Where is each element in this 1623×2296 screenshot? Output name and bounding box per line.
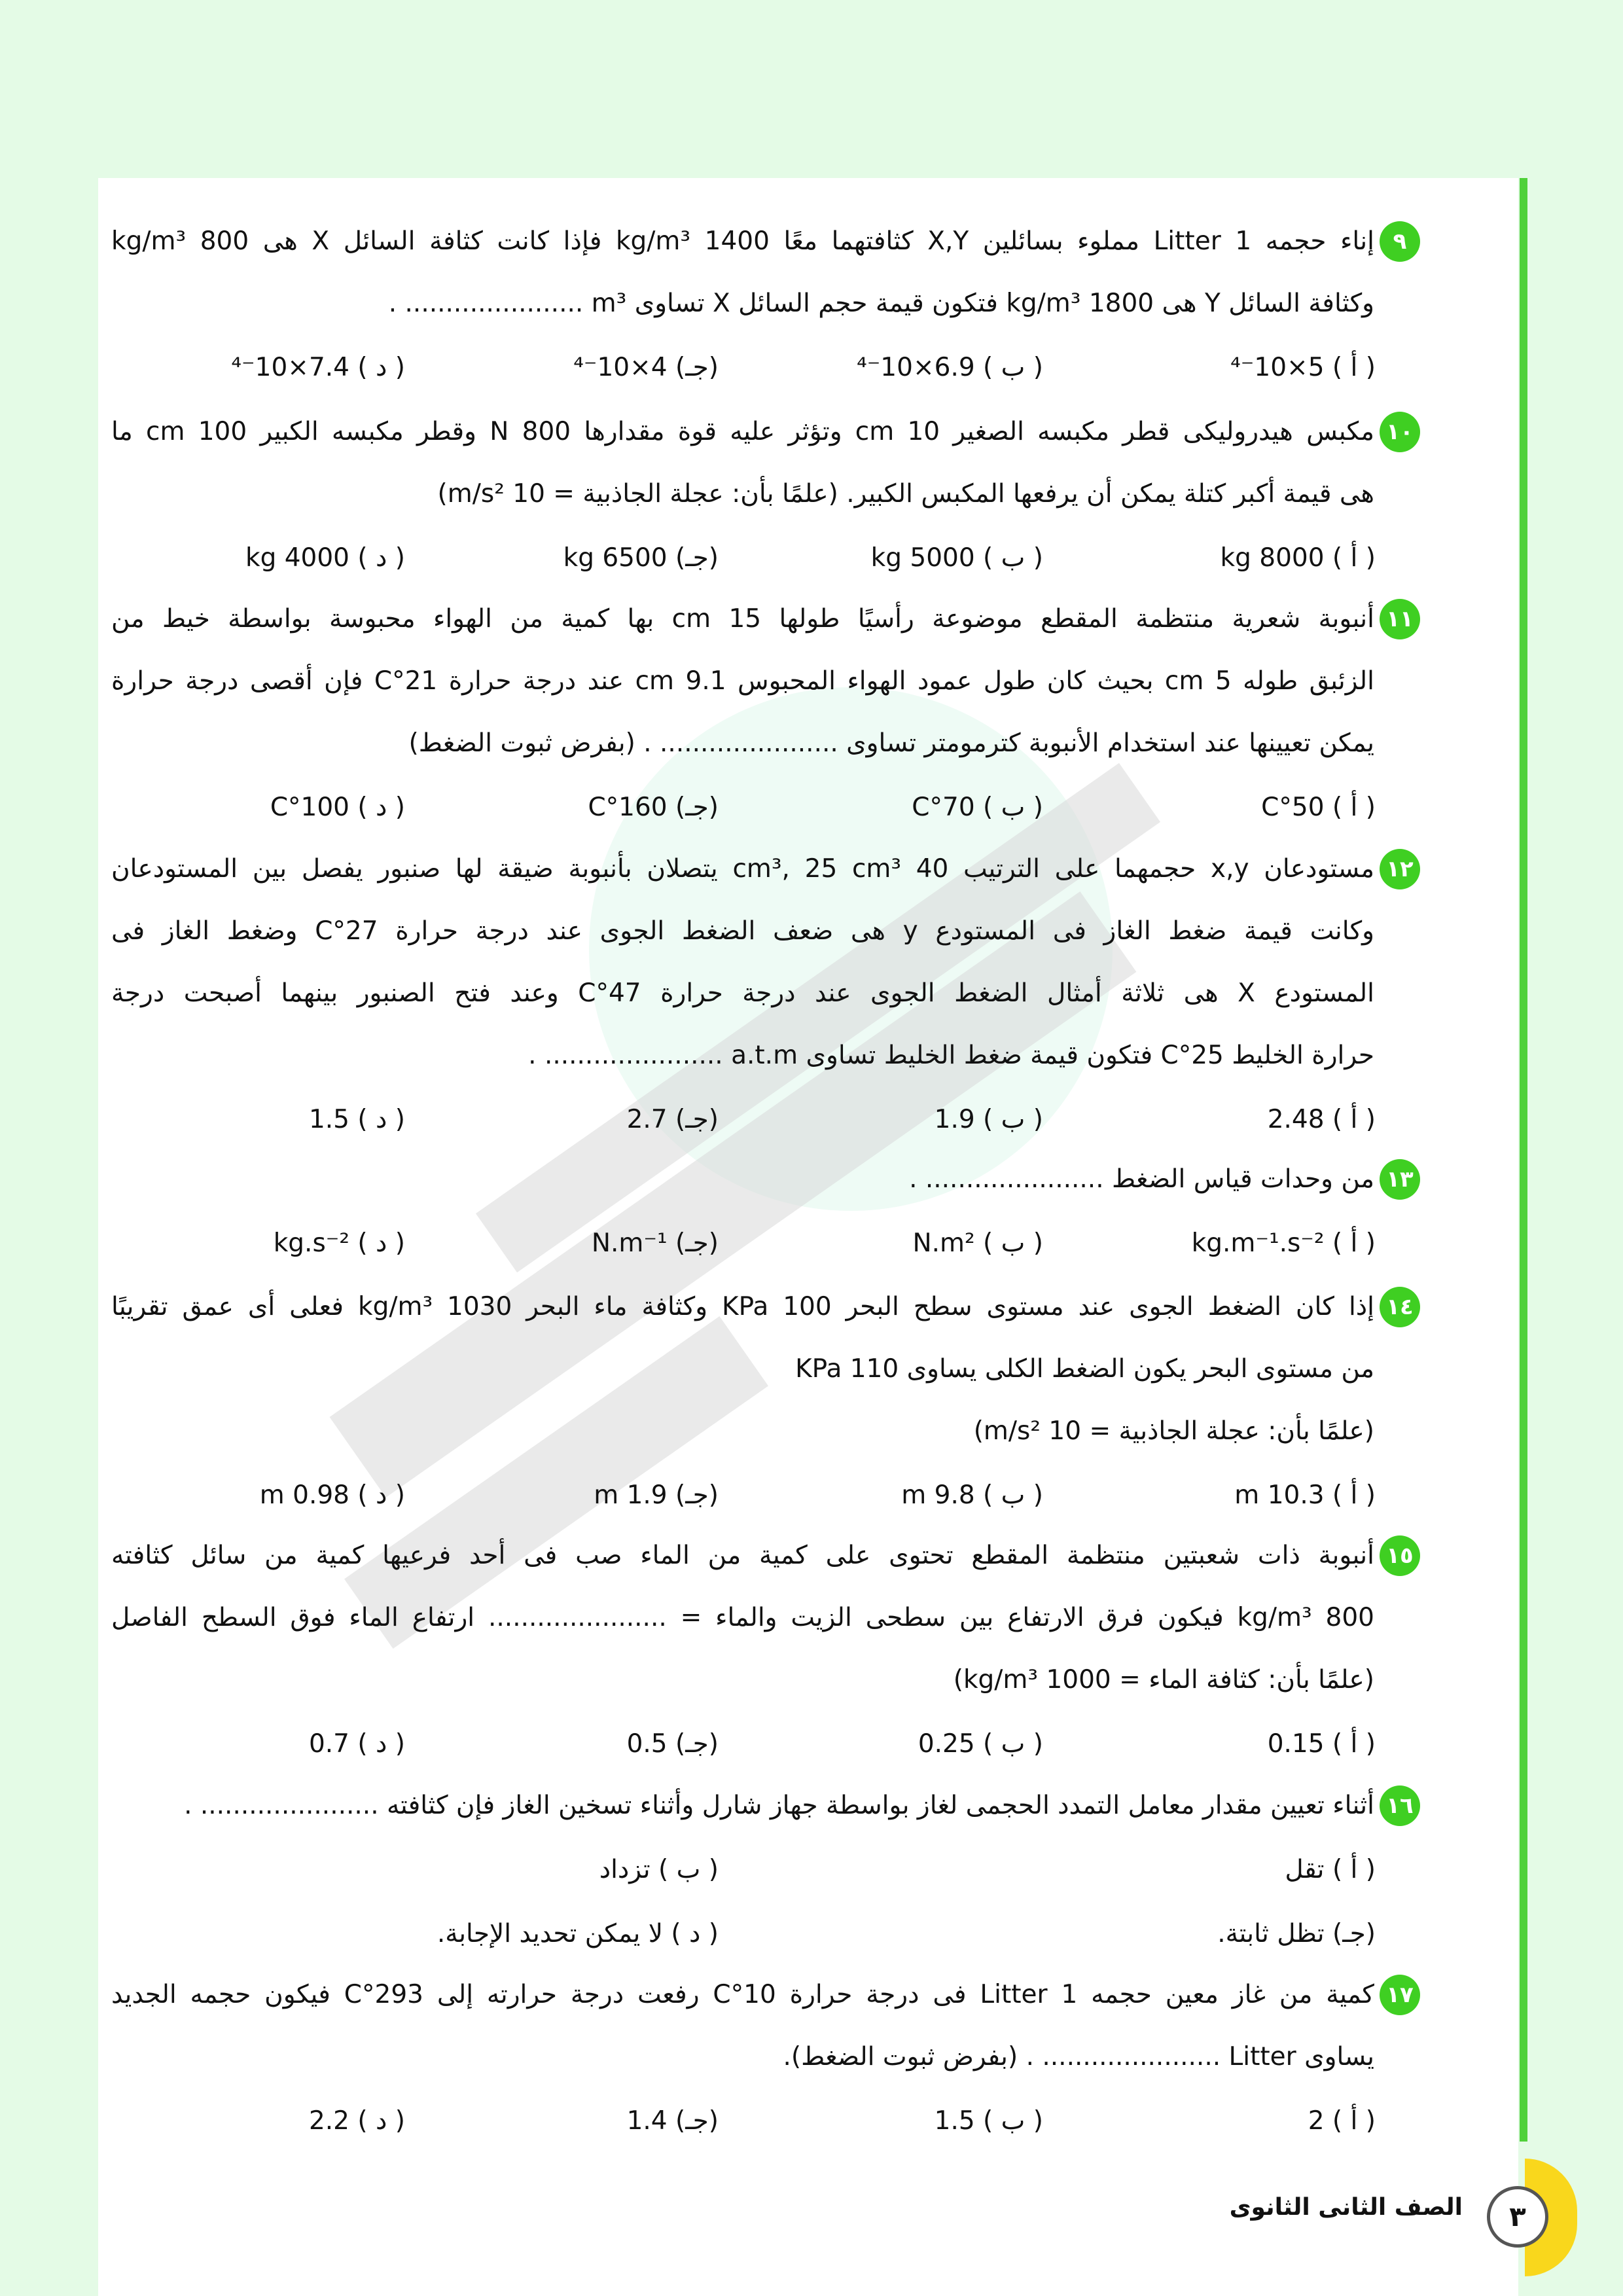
question-number-badge: ١٥	[1380, 1535, 1420, 1576]
answer-option: ( ب ) 9.8 m	[901, 1480, 1043, 1510]
answer-option: ( د ) 2.2	[308, 2106, 405, 2136]
answer-option: ( أ ) kg.m⁻¹.s⁻²	[1191, 1229, 1376, 1258]
question-text-line: المستودع X هى ثلاثة أمثال الضغط الجوى عند درجة حرارة 47°C وعند فتح الصنبور بينهما أصبحت درجة	[111, 978, 1374, 1008]
question-text-line: إناء حجمه 1 Litter مملوء بسائلين X,Y كثافتهما معًا 1400 kg/m³ فإذا كانت كثافة السائل X هى 800 kg/m³	[111, 226, 1374, 256]
question-text-line: يمكن تعيينها عند استخدام الأنبوبة كترمومتر تساوى ...................... . (بفرض ثبوت الضغط)	[408, 728, 1374, 758]
page-number: ٣	[1487, 2186, 1548, 2248]
question-number-badge: ١٣	[1380, 1159, 1420, 1200]
question-text-line: من وحدات قياس الضغط ...................... .	[909, 1164, 1374, 1194]
question-number-badge: ١١	[1380, 599, 1420, 639]
answer-option: (جـ) 4×10⁻⁴	[573, 353, 719, 382]
question-text-line: أنبوبة ذات شعبتين منتظمة المقطع تحتوى على كمية من الماء صب فى أحد فرعيها كمية من سائل كثافته	[111, 1541, 1374, 1570]
answer-option: ( د ) 1.5	[308, 1105, 405, 1134]
answer-option: ( أ ) 10.3 m	[1234, 1480, 1376, 1510]
side-accent-bar	[1520, 178, 1527, 2142]
answer-option: (جـ) 160°C	[588, 793, 719, 822]
answer-option: ( د ) 0.7	[308, 1729, 405, 1759]
question-text-line: أثناء تعيين مقدار معامل التمدد الحجمى لغاز بواسطة جهاز شارل وأثناء تسخين الغاز فإن كثافته ...................... .	[184, 1791, 1374, 1820]
question-text-line: وكثافة السائل Y هى 1800 kg/m³ فتكون قيمة حجم السائل X تساوى m³ ...................... .	[388, 289, 1374, 318]
question-text-line: 800 kg/m³ فيكون فرق الارتفاع بين سطحى الزيت والماء = ...................... ارتفاع الماء فوق السطح الفاصل	[111, 1603, 1374, 1632]
answer-option: ( د ) 4000 kg	[245, 543, 405, 573]
answer-option: ( ب ) تزداد	[599, 1855, 719, 1884]
answer-option: ( ب ) 5000 kg	[870, 543, 1043, 573]
question-text-line: وكانت قيمة ضغط الغاز فى المستودع y هى ضعف الضغط الجوى عند درجة حرارة 27°C وضغط الغاز فى	[111, 916, 1374, 946]
question-number-badge: ١٦	[1380, 1785, 1420, 1826]
question-text-line: الزئبق طوله 5 cm بحيث كان طول عمود الهواء المحبوس 9.1 cm عند درجة حرارة 21°C فإن أقصى درجة حرارة	[111, 666, 1374, 696]
question-text-line: إذا كان الضغط الجوى عند مستوى سطح البحر 100 KPa وكثافة ماء البحر 1030 kg/m³ فعلى أى عمق تقريبًا	[111, 1292, 1374, 1321]
question-text-line: مستودعان x,y حجمهما على الترتيب 40 cm³, 25 cm³ يتصلان بأنبوبة ضيقة لها صنبور يفصل بين المستودعان	[111, 854, 1374, 884]
answer-option: ( ب ) 1.9	[934, 1105, 1043, 1134]
answer-option: ( ب ) 70°C	[912, 793, 1043, 822]
answer-option: ( د ) 7.4×10⁻⁴	[231, 353, 405, 382]
question-number-badge: ١٠	[1380, 412, 1420, 452]
grade-label: الصف الثانى الثانوى	[1229, 2194, 1463, 2221]
answer-option: ( د ) 100°C	[270, 793, 405, 822]
answer-option: (جـ) N.m⁻¹	[591, 1229, 719, 1258]
answer-option: ( ب ) 0.25	[918, 1729, 1043, 1759]
answer-option: ( د ) لا يمكن تحديد الإجابة.	[437, 1919, 719, 1948]
question-text-line: من مستوى البحر يكون الضغط الكلى يساوى 110 KPa	[795, 1354, 1374, 1384]
answer-option: (جـ) تظل ثابتة.	[1217, 1919, 1376, 1948]
answer-option: (جـ) 6500 kg	[563, 543, 719, 573]
answer-option: (جـ) 0.5	[626, 1729, 719, 1759]
answer-option: (جـ) 1.9 m	[594, 1480, 719, 1510]
question-number-badge: ٩	[1380, 221, 1420, 262]
answer-option: ( ب ) 1.5	[934, 2106, 1043, 2136]
question-text-line: حرارة الخليط 25°C فتكون قيمة ضغط الخليط تساوى a.t.m ...................... .	[528, 1041, 1374, 1070]
answer-option: ( ب ) N.m²	[912, 1229, 1043, 1258]
question-text-line: (علمًا بأن: عجلة الجاذبية = 10 m/s²)	[973, 1416, 1374, 1446]
answer-option: ( أ ) 5×10⁻⁴	[1230, 353, 1376, 382]
question-number-badge: ١٤	[1380, 1287, 1420, 1327]
answer-option: ( ب ) 6.9×10⁻⁴	[857, 353, 1043, 382]
answer-option: ( أ ) 0.15	[1267, 1729, 1376, 1759]
question-number-badge: ١٢	[1380, 849, 1420, 889]
answer-option: ( د ) 0.98 m	[259, 1480, 405, 1510]
answer-option: (جـ) 2.7	[626, 1105, 719, 1134]
answer-option: (جـ) 1.4	[626, 2106, 719, 2136]
answer-option: ( د ) kg.s⁻²	[273, 1229, 405, 1258]
answer-option: ( أ ) 50°C	[1261, 793, 1376, 822]
question-number-badge: ١٧	[1380, 1975, 1420, 2015]
question-text-line: أنبوبة شعرية منتظمة المقطع موضوعة رأسيًا طولها 15 cm بها كمية من الهواء محبوسة بواسطة خيط من	[111, 604, 1374, 634]
question-text-line: هى قيمة أكبر كتلة يمكن أن يرفعها المكبس الكبير. (علمًا بأن: عجلة الجاذبية = 10 m/s²)	[437, 479, 1374, 509]
answer-option: ( أ ) 2	[1308, 2106, 1376, 2136]
question-text-line: مكبس هيدروليكى قطر مكبسه الصغير 10 cm وتؤثر عليه قوة مقدارها 800 N وقطر مكبسه الكبير 100 cm ما	[111, 417, 1374, 446]
question-text-line: كمية من غاز معين حجمه 1 Litter فى درجة حرارة 10°C رفعت درجة حرارته إلى 293°C فيكون حجمه الجديد	[111, 1980, 1374, 2009]
question-text-line: يساوى Litter ...................... . (بفرض ثبوت الضغط).	[783, 2042, 1374, 2072]
question-text-line: (علمًا بأن: كثافة الماء = 1000 kg/m³)	[953, 1665, 1374, 1695]
answer-option: ( أ ) تقل	[1285, 1855, 1376, 1884]
answer-option: ( أ ) 8000 kg	[1220, 543, 1376, 573]
answer-option: ( أ ) 2.48	[1267, 1105, 1376, 1134]
